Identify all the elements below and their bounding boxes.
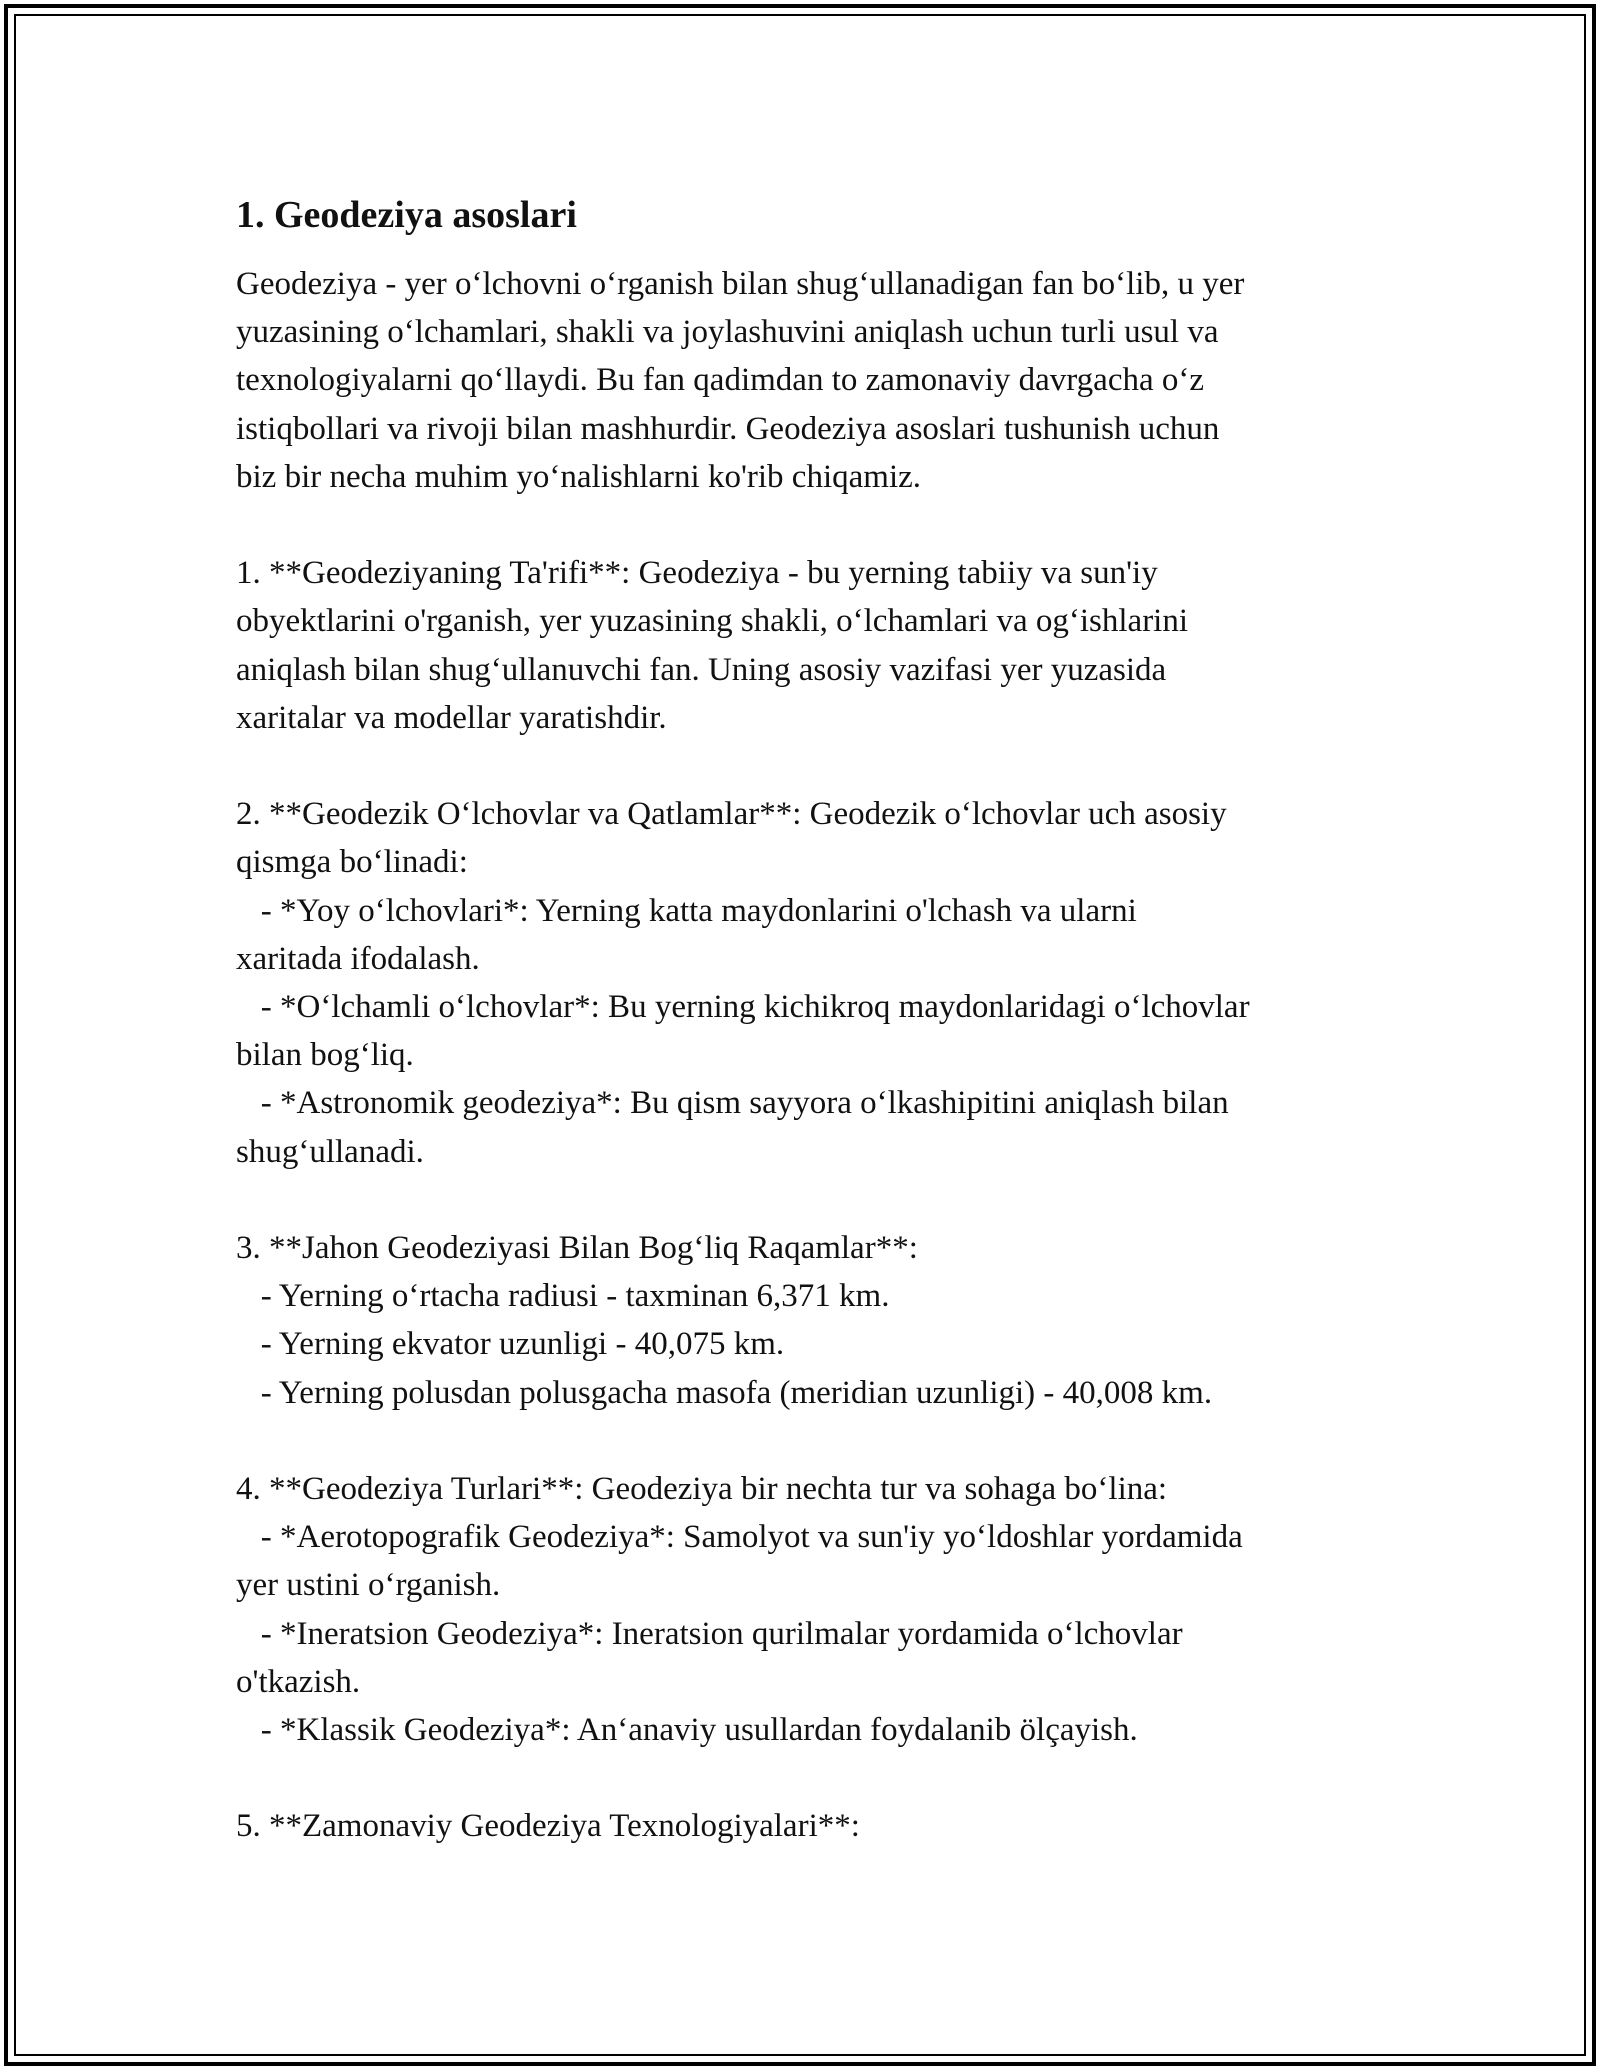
blank-line: [236, 1176, 1386, 1224]
item-numbers: [236, 1224, 1386, 1417]
text-line: - *Yoy o‘lchovlari*: Yerning katta maydonlarini o'lchash va ularni: [236, 892, 1137, 929]
text-line: 2. **Geodezik O‘lchovlar va Qatlamlar**: Geodezik o‘lchovlar uch asosiy: [236, 796, 1227, 833]
text-line: - *O‘lchamli o‘lchovlar*: Bu yerning kichikroq maydonlaridagi o‘lchovlar: [236, 989, 1250, 1026]
text-line: - Yerning polusdan polusgacha masofa (meridian uzunligi) - 40,008 km.: [236, 1374, 1213, 1411]
text-line: 3. **Jahon Geodeziyasi Bilan Bog‘liq Raqamlar**:: [236, 1230, 918, 1267]
text-line: yer ustini o‘rganish.: [236, 1567, 501, 1604]
text-line: yuzasining o‘lchamlari, shakli va joylashuvini aniqlash uchun turli usul va: [236, 314, 1219, 351]
text-line: xaritada ifodalash.: [236, 940, 480, 977]
text-line: 5. **Zamonaviy Geodeziya Texnologiyalari**:: [236, 1808, 860, 1845]
text-line: xaritalar va modellar yaratishdir.: [236, 699, 667, 736]
blank-line: [236, 1417, 1386, 1465]
text-line: - Yerning o‘rtacha radiusi - taxminan 6,371 km.: [236, 1278, 890, 1315]
text-line: obyektlarini o'rganish, yer yuzasining shakli, o‘lchamlari va og‘ishlarini: [236, 603, 1189, 640]
blank-line: [236, 1754, 1386, 1802]
blank-line: [236, 742, 1386, 790]
blank-line: [236, 501, 1386, 549]
text-line: o'tkazish.: [236, 1663, 361, 1700]
item-types: [236, 1465, 1386, 1754]
text-line: istiqbollari va rivoji bilan mashhurdir. Geodeziya asoslari tushunish uchun: [236, 410, 1220, 447]
item-technologies: [236, 1802, 1386, 1850]
text-line: - *Klassik Geodeziya*: An‘anaviy usullardan foydalanib ölçayish.: [236, 1712, 1138, 1749]
text-line: qismga bo‘linadi:: [236, 844, 468, 881]
text-line: - Yerning ekvator uzunligi - 40,075 km.: [236, 1326, 785, 1363]
text-line: - *Aerotopografik Geodeziya*: Samolyot va sun'iy yo‘ldoshlar yordamida: [236, 1519, 1243, 1556]
text-line: aniqlash bilan shug‘ullanuvchi fan. Uning asosiy vazifasi yer yuzasida: [236, 651, 1167, 688]
text-line: biz bir necha muhim yo‘nalishlarni ko'rib chiqamiz.: [236, 458, 922, 495]
item-measurements: [236, 790, 1386, 1176]
document-page: [236, 188, 1386, 1851]
text-line: 4. **Geodeziya Turlari**: Geodeziya bir nechta tur va sohaga bo‘lina:: [236, 1471, 1168, 1508]
text-line: texnologiyalarni qo‘llaydi. Bu fan qadimdan to zamonaviy davrgacha o‘z: [236, 362, 1205, 399]
item-definition: [236, 549, 1386, 742]
text-line: bilan bog‘liq.: [236, 1037, 414, 1074]
text-line: shug‘ullanadi.: [236, 1133, 424, 1170]
section-title: 1. Geodeziya asoslari: [236, 194, 577, 236]
text-line: Geodeziya - yer o‘lchovni o‘rganish bilan shug‘ullanadigan fan bo‘lib, u yer: [236, 266, 1245, 302]
text-line: 1. **Geodeziyaning Ta'rifi**: Geodeziya - bu yerning tabiiy va sun'iy: [236, 555, 1158, 592]
text-line: - *Ineratsion Geodeziya*: Ineratsion qurilmalar yordamida o‘lchovlar: [236, 1615, 1183, 1652]
text-line: - *Astronomik geodeziya*: Bu qism sayyora o‘lkashipitini aniqlash bilan: [236, 1085, 1229, 1122]
intro-paragraph: [236, 260, 1386, 501]
